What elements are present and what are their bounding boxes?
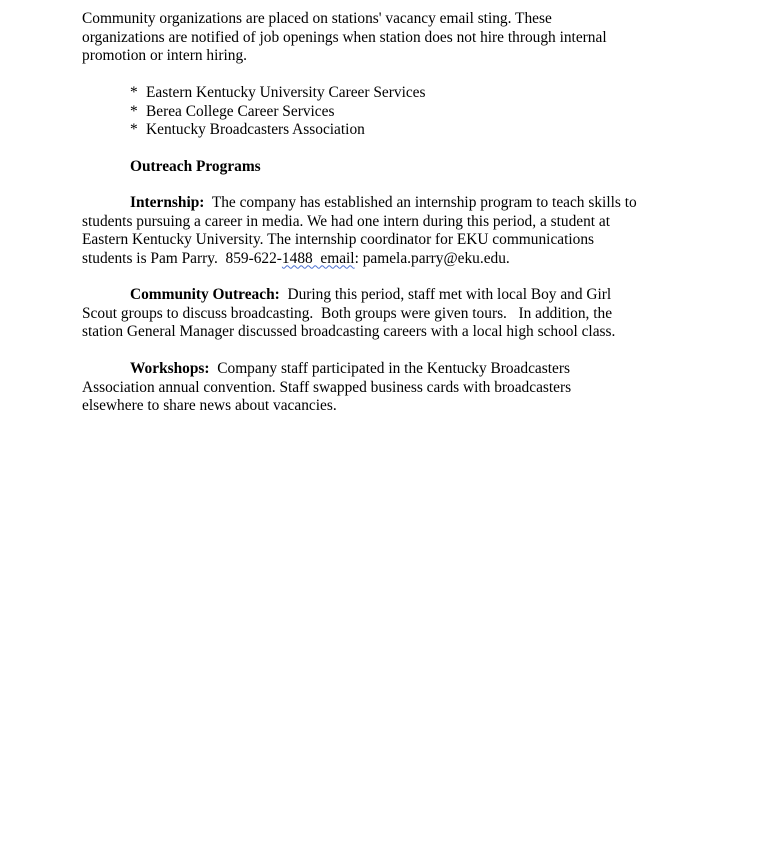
community-outreach-paragraph (82, 286, 672, 342)
paragraph-text: students is Pam Parry. 859-622- (82, 249, 282, 267)
bullet-marker: * (130, 121, 138, 138)
paragraph-title: Workshops: (130, 360, 210, 377)
organization-name: Eastern Kentucky University Career Services (146, 84, 426, 101)
intro-line: Community organizations are placed on stations' vacancy email sting. These (82, 10, 552, 27)
workshops-paragraph (82, 360, 672, 416)
paragraph-text: During this period, staff met with local Boy and Girl (279, 286, 612, 303)
paragraph-line: elsewhere to share news about vacancies. (82, 397, 337, 414)
paragraph-line (82, 286, 672, 305)
paragraph-text: The company has established an internship program to teach skills to (204, 194, 637, 211)
organization-name: Berea College Career Services (146, 102, 335, 120)
organization-name: Kentucky Broadcasters Association (146, 121, 365, 138)
paragraph-line (82, 360, 672, 379)
intro-line: organizations are notified of job openings when station does not hire through internal (82, 28, 607, 46)
paragraph-title: Community Outreach: (130, 286, 280, 303)
paragraph-line: students pursuing a career in media. We had one intern during this period, a student at (82, 212, 611, 230)
intro-paragraph (82, 10, 672, 66)
paragraph-line: Scout groups to discuss broadcasting. Both groups were given tours. In addition, the (82, 304, 613, 322)
paragraph-text: : pamela.parry@eku.edu. (354, 249, 510, 267)
organization-list (130, 84, 426, 140)
paragraph-line (82, 194, 672, 213)
paragraph-text: Company staff participated in the Kentucky Broadcasters (209, 360, 570, 377)
intro-line: promotion or intern hiring. (82, 47, 247, 64)
list-item (130, 84, 426, 103)
list-item (130, 121, 426, 140)
paragraph-line: station General Manager discussed broadcasting careers with a local high school class. (82, 323, 616, 340)
paragraph-line: Association annual convention. Staff swapped business cards with broadcasters (82, 378, 572, 396)
internship-paragraph (82, 194, 672, 268)
spellcheck-flagged-text[interactable]: 1488 email (281, 249, 355, 267)
section-heading: Outreach Programs (130, 158, 261, 175)
bullet-marker: * (130, 102, 138, 120)
bullet-marker: * (130, 84, 138, 101)
paragraph-title: Internship: (130, 194, 205, 211)
paragraph-line: Eastern Kentucky University. The internship coordinator for EKU communications (82, 231, 595, 248)
paragraph-line (82, 250, 672, 269)
list-item (130, 103, 426, 122)
